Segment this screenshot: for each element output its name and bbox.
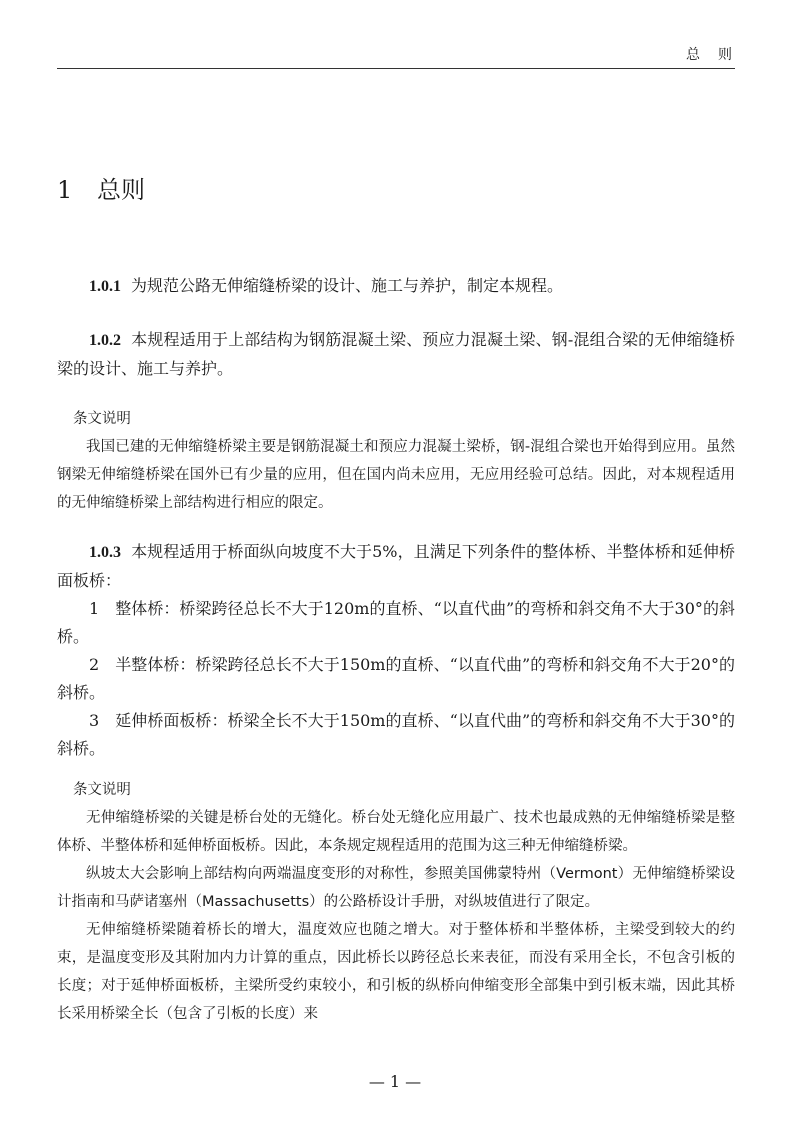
clause-1-0-2 xyxy=(57,326,735,383)
commentary-paragraph: 我国已建的无伸缩缝桥梁主要是钢筋混凝土和预应力混凝土梁桥，钢-混组合梁也开始得到应用。虽然钢梁无伸缩缝桥梁在国外已有少量的应用，但在国内尚未应用，无应用经验可总结。因此，对本规程适用的无伸缩缝桥梁上部结构进行相应的限定。 xyxy=(57,439,735,511)
chapter-number: 1 xyxy=(57,176,73,204)
clause-number: 1.0.1 xyxy=(89,278,121,295)
running-header: 总则 xyxy=(686,47,750,63)
clause-number: 1.0.3 xyxy=(89,544,121,561)
clause-1-0-1 xyxy=(57,272,735,301)
commentary-paragraph: 纵坡太大会影响上部结构向两端温度变形的对称性，参照美国佛蒙特州（Vermont）无伸缩缝桥梁设计指南和马萨诸塞州（Massachusetts）的公路桥设计手册，对纵坡值进行了限定。 xyxy=(57,866,735,910)
commentary-2 xyxy=(57,776,735,1028)
clause-item: 2 半整体桥：桥梁跨径总长不大于150m的直桥、“以直代曲”的弯桥和斜交角不大于20°的斜桥。 xyxy=(57,655,735,702)
header-rule xyxy=(57,68,735,69)
clause-1-0-3 xyxy=(57,538,735,763)
clause-item: 3 延伸桥面板桥：桥梁全长不大于150m的直桥、“以直代曲”的弯桥和斜交角不大于30°的斜桥。 xyxy=(57,711,735,758)
commentary-title: 条文说明 xyxy=(72,411,131,427)
chapter-title: 总则 xyxy=(97,176,145,204)
clause-text: 为规范公路无伸缩缝桥梁的设计、施工与养护，制定本规程。 xyxy=(131,276,564,295)
clause-item: 1 整体桥：桥梁跨径总长不大于120m的直桥、“以直代曲”的弯桥和斜交角不大于30°的斜桥。 xyxy=(57,599,735,646)
commentary-paragraph: 无伸缩缝桥梁随着桥长的增大，温度效应也随之增大。对于整体桥和半整体桥，主梁受到较大的约束，是温度变形及其附加内力计算的重点，因此桥长以跨径总长来表征，而没有采用全长，不包含引板的长度；对于延伸桥面板桥，主梁所受约束较小，和引板的纵桥向伸缩变形全部集中到引板末端，因此其桥长采用桥梁全长（包含了引板的长度）来 xyxy=(57,922,735,1022)
commentary-1 xyxy=(57,405,735,517)
commentary-paragraph: 无伸缩缝桥梁的关键是桥台处的无缝化。桥台处无缝化应用最广、技术也最成熟的无伸缩缝桥梁是整体桥、半整体桥和延伸桥面板桥。因此，本条规定规程适用的范围为这三种无伸缩缝桥梁。 xyxy=(57,810,735,854)
clause-text: 本规程适用于上部结构为钢筋混凝土梁、预应力混凝土梁、钢-混组合梁的无伸缩缝桥梁的设计、施工与养护。 xyxy=(57,330,735,378)
chapter-heading xyxy=(57,170,145,205)
page-number: — 1 — xyxy=(368,1072,422,1091)
clause-number: 1.0.2 xyxy=(89,332,121,349)
clause-text: 本规程适用于桥面纵向坡度不大于5%，且满足下列条件的整体桥、半整体桥和延伸桥面板桥： xyxy=(57,542,735,590)
commentary-title: 条文说明 xyxy=(72,782,131,798)
